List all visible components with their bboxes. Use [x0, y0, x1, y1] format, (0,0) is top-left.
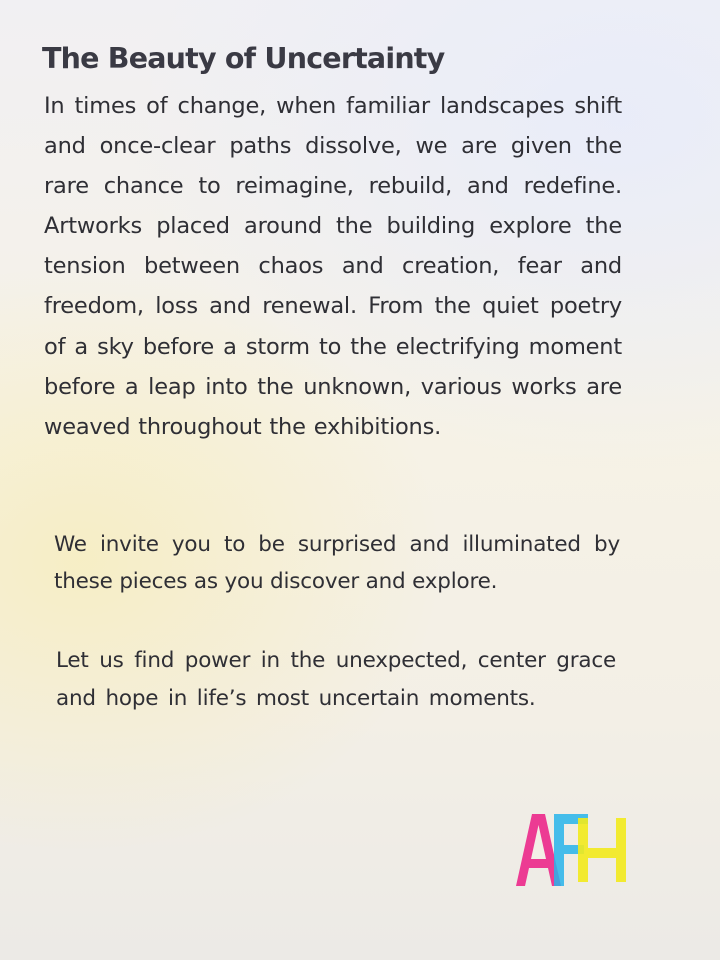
- body-paragraph-intro: In times of change, when familiar landscapes shift and once-clear paths dissolve, we are given the rare chance to reimagine, rebuild, and redefine. Artworks placed around the building explore the tension between chaos and creation, fear and freedom, loss and renewal. From the quiet poetry of a sky before a storm to the electrifying moment before a leap into the unknown, various works are weaved throughout the exhibitions.: [44, 93, 622, 440]
- body-paragraph-invitation: We invite you to be surprised and illuminated by these pieces as you discover and explore.: [54, 532, 620, 594]
- logo-letter-h: [578, 818, 626, 882]
- afh-logo-mark: [514, 812, 630, 888]
- page-title: The Beauty of Uncertainty: [42, 42, 445, 75]
- afh-logo: [514, 812, 630, 888]
- body-paragraph-closing: Let us find power in the unexpected, center grace and hope in life’s most uncertain moments.: [56, 648, 616, 711]
